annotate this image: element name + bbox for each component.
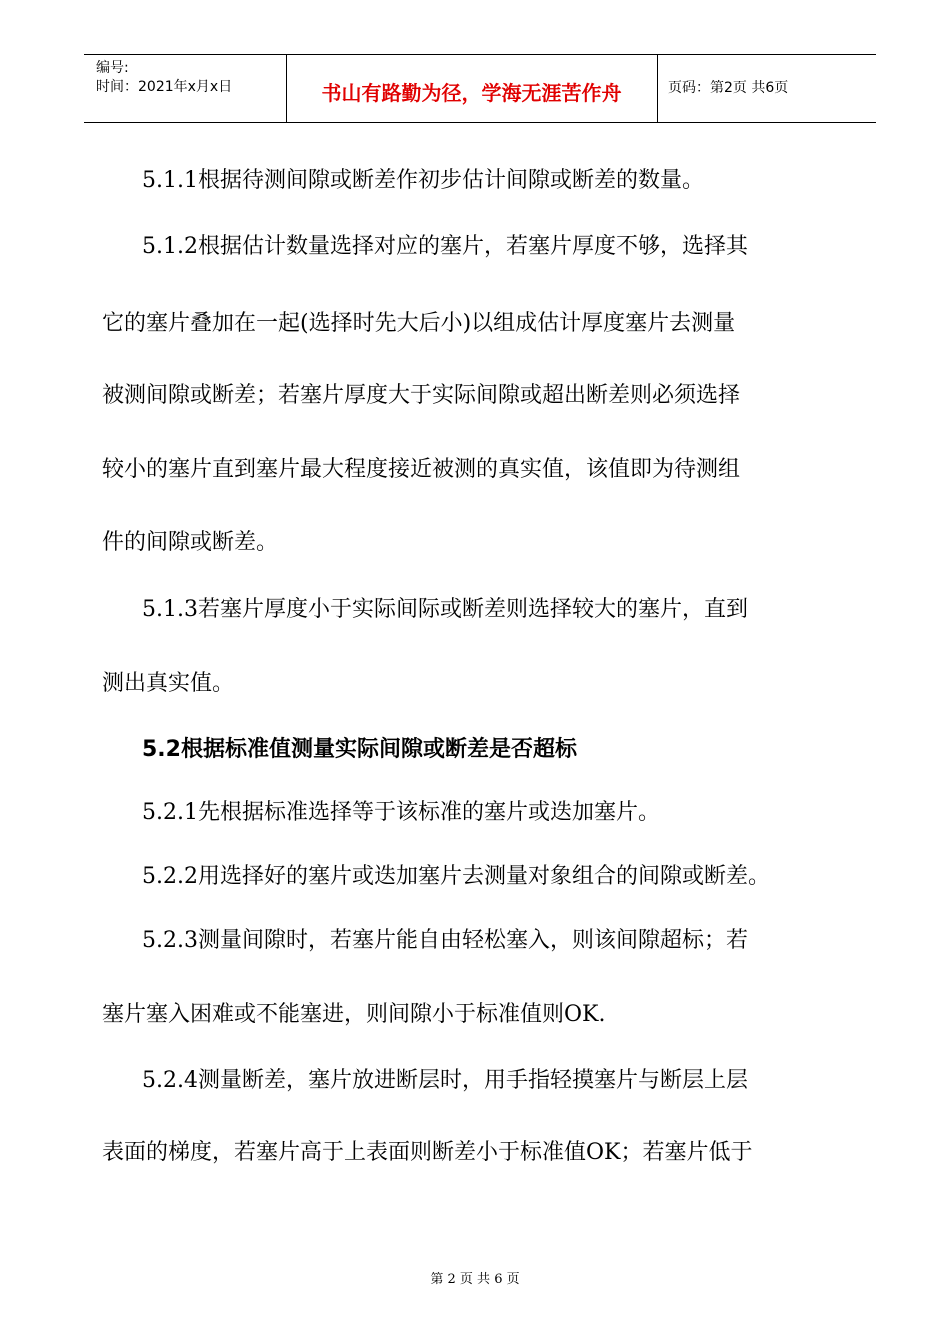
doc-number-label: 编号: bbox=[96, 60, 129, 76]
paragraph-line: 表面的梯度，若塞片高于上表面则断差小于标准值OK；若塞片低于 bbox=[102, 1140, 753, 1165]
header-divider-right bbox=[657, 54, 658, 122]
paragraph-line: 5.2.4测量断差，塞片放进断层时，用手指轻摸塞片与断层上层 bbox=[142, 1068, 748, 1093]
paragraph-line: 5.1.1根据待测间隙或断差作初步估计间隙或断差的数量。 bbox=[142, 168, 704, 193]
page-footer: 第 2 页 共 6 页 bbox=[430, 1272, 520, 1287]
header-bottom-rule bbox=[84, 122, 876, 123]
paragraph-line: 5.2.2用选择好的塞片或迭加塞片去测量对象组合的间隙或断差。 bbox=[142, 864, 770, 889]
paragraph-line: 5.2.1先根据标准选择等于该标准的塞片或迭加塞片。 bbox=[142, 800, 660, 825]
paragraph-line: 测出真实值。 bbox=[102, 671, 235, 696]
paragraph-line: 塞片塞入困难或不能塞进，则间隙小于标准值则OK. bbox=[102, 1002, 606, 1027]
paragraph-line: 较小的塞片直到塞片最大程度接近被测的真实值，该值即为待测组 bbox=[102, 457, 741, 482]
paragraph-line: 件的间隙或断差。 bbox=[102, 530, 279, 555]
paragraph-line: 5.2.3测量间隙时，若塞片能自由轻松塞入，则该间隙超标；若 bbox=[142, 928, 748, 953]
paragraph-line: 被测间隙或断差；若塞片厚度大于实际间隙或超出断差则必须选择 bbox=[102, 383, 741, 408]
page-code: 页码：第2页 共6页 bbox=[668, 80, 789, 96]
header-motto: 书山有路勤为径，学海无涯苦作舟 bbox=[321, 81, 622, 105]
paragraph-line: 它的塞片叠加在一起(选择时先大后小)以组成估计厚度塞片去测量 bbox=[102, 311, 736, 336]
paragraph-line: 5.1.2根据估计数量选择对应的塞片，若塞片厚度不够，选择其 bbox=[142, 234, 748, 259]
header-top-rule bbox=[84, 54, 876, 55]
doc-time-label: 时间：2021年x月x日 bbox=[96, 79, 233, 95]
section-heading: 5.2根据标准值测量实际间隙或断差是否超标 bbox=[142, 737, 577, 762]
paragraph-line: 5.1.3若塞片厚度小于实际间际或断差则选择较大的塞片，直到 bbox=[142, 597, 748, 622]
